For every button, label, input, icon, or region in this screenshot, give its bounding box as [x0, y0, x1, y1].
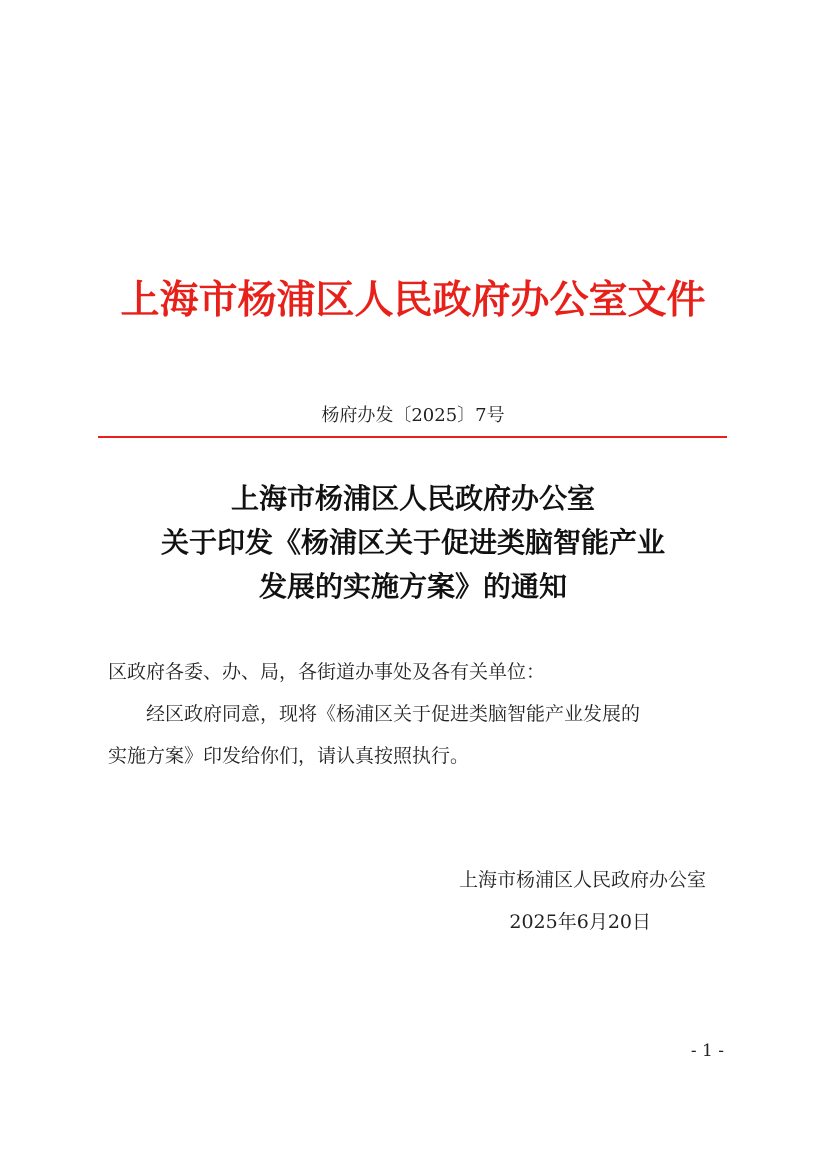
page-number: - 1 - [690, 1041, 724, 1061]
notice-title-line-2: 关于印发《杨浦区关于促进类脑智能产业 [160, 526, 665, 559]
body-paragraph-line-2: 实施方案》印发给你们，请认真按照执行。 [108, 745, 470, 767]
notice-title-line-3: 发展的实施方案》的通知 [258, 570, 567, 603]
notice-title-line-1: 上海市杨浦区人民政府办公室 [230, 482, 595, 515]
red-divider-line [98, 436, 727, 438]
document-number: 杨府办发〔2025〕7号 [321, 405, 505, 426]
body-paragraph-line-1: 经区政府同意，现将《杨浦区关于促进类脑智能产业发展的 [146, 703, 641, 725]
issuer-masthead: 上海市杨浦区人民政府办公室文件 [120, 277, 706, 323]
body-paragraph [108, 693, 728, 777]
signature-organization: 上海市杨浦区人民政府办公室 [458, 869, 706, 891]
salutation: 区政府各委、办、局，各街道办事处及各有关单位： [108, 661, 546, 683]
notice-title [0, 477, 826, 609]
signature-date: 2025年6月20日 [509, 911, 651, 933]
